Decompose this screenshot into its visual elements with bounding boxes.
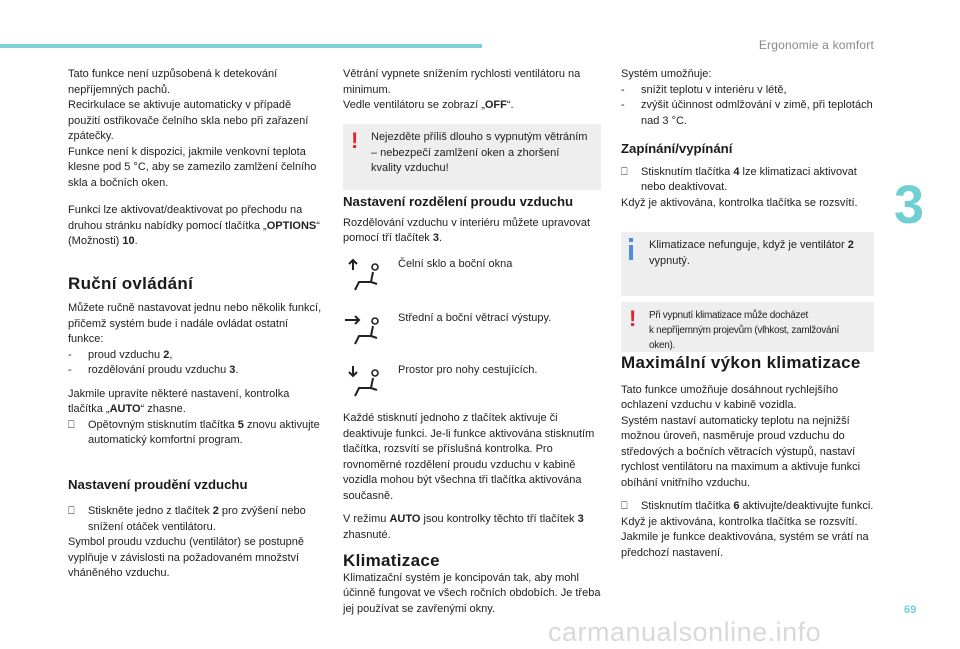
info-box	[621, 232, 874, 296]
warning-icon: !	[351, 128, 359, 153]
airflow-option-label: Střední a boční větrací výstupy.	[398, 312, 552, 324]
list-item: ⎕ Stisknutím tlačítka 4 lze klimatizaci aktivovat nebo deaktivovat.	[621, 165, 875, 196]
paragraph: Jakmile upravíte některé nastavení, kontrolka tlačítka „AUTO“ zhasne.	[68, 387, 290, 415]
press-icon: ⎕	[621, 165, 628, 178]
paragraph: Jakmile je funkce deaktivována, systém se vrátí na předchozí nastavení.	[621, 531, 869, 559]
warning-box	[343, 124, 601, 190]
list-item: - proud vzduchu 2,	[68, 348, 173, 361]
column-middle	[343, 67, 601, 122]
airflow-option-footwell	[343, 362, 603, 404]
airflow-option-windscreen	[343, 256, 603, 298]
distribution-section	[343, 194, 601, 255]
list-item: - snížit teplotu v interiéru v létě,	[621, 83, 787, 96]
windscreen-airflow-icon	[343, 256, 383, 296]
heading-airflow-setting: Nastavení proudění vzduchu	[68, 476, 248, 492]
max-ac-section	[621, 355, 875, 569]
distribution-notes	[343, 411, 603, 625]
paragraph: Každé stisknutí jednoho z tlačítek aktivuje či deaktivuje funkci. Je-li funkce aktivována stisknutím tlačítka, rozsvítí se příslušná kontrolka. Pro rovnoměrné rozdělení proudu vzduchu v kabině vozidla mohou být všechna tři tlačítka aktivována současně.	[343, 412, 595, 502]
airflow-option-label: Prostor pro nohy cestujících.	[398, 364, 538, 376]
paragraph: Systém nastaví automaticky teplotu na nejnižší možnou úroveň, nasměruje proud vzduchu do středových a bočních větracích výstupů, nastaví rychlost ventilátoru na maximum a aktivuje funkci obíhání vnitřního vzduchu.	[621, 414, 861, 489]
press-icon: ⎕	[68, 505, 75, 517]
list-item: - zvýšit účinnost odmlžování v zimě, při teplotách nad 3 °C.	[621, 99, 873, 127]
paragraph: Vedle ventilátoru se zobrazí „OFF“.	[343, 99, 514, 111]
paragraph: V režimu AUTO jsou kontrolky těchto tří tlačítek 3 zhasnuté.	[343, 513, 584, 541]
heading-manual-control: Ruční ovládání	[68, 273, 194, 293]
airflow-option-vents	[343, 310, 603, 352]
paragraph: Funkce není k dispozici, jakmile venkovní teplota klesne pod 5 °C, aby se zamezilo zamlžení čelního skla a bočních oken.	[68, 145, 317, 189]
paragraph: Rozdělování vzduchu v interiéru můžete upravovat pomocí tří tlačítek 3.	[343, 216, 591, 244]
warning-box	[621, 302, 874, 352]
heading-on-off: Zapínání/vypínání	[621, 141, 733, 156]
paragraph: Recirkulace se aktivuje automaticky v případě použití ostřikovače čelního skla nebo při zařazení zpátečky.	[68, 99, 309, 142]
list-item: - rozdělování proudu vzduchu 3.	[68, 364, 239, 376]
paragraph: Větrání vypnete snížením rychlosti ventilátoru na minimum.	[343, 68, 581, 96]
list-item: ⎕ Stiskněte jedno z tlačítek 2 pro zvýšení nebo snížení otáček ventilátoru.	[68, 504, 322, 535]
heading-air-distribution: Nastavení rozdělení proudu vzduchu	[343, 194, 574, 209]
paragraph: Systém umožňuje:	[621, 68, 712, 80]
section-title: Ergonomie a komfort	[758, 38, 874, 52]
header-accent-bar	[0, 44, 482, 48]
column-right	[621, 67, 875, 219]
warning-icon: !	[629, 306, 637, 331]
list-item: ⎕ Stisknutím tlačítka 6 aktivujte/deaktivujte funkci.	[621, 499, 875, 515]
footwell-airflow-icon	[343, 362, 383, 402]
paragraph: Tato funkce umožňuje dosáhnout rychlejšího ochlazení vzduchu v kabině vozidla.	[621, 383, 839, 411]
page-number: 69	[904, 604, 917, 616]
paragraph: Klimatizační systém je koncipován tak, aby mohl účinně fungovat ve všech ročních obdobích. Je třeba jej používat se zavřenými okny.	[343, 571, 601, 615]
paragraph: Funkci lze aktivovat/deaktivovat po přechodu na druhou stránku nabídky pomocí tlačítka „OPTIONS“ (Možnosti) 10.	[68, 204, 320, 247]
heading-air-conditioning: Klimatizace	[343, 551, 440, 570]
info-icon	[629, 238, 633, 260]
chapter-number: 3	[894, 175, 925, 235]
press-icon: ⎕	[68, 418, 75, 431]
vent-airflow-icon	[343, 310, 383, 350]
warning-text: Při vypnutí klimatizace může docházet k nepříjemným projevům (vlhkost, zamlžování oken).	[649, 310, 839, 351]
airflow-option-label: Čelní sklo a boční okna	[398, 258, 513, 270]
press-icon: ⎕	[621, 500, 628, 512]
heading-max-ac: Maximální výkon klimatizace	[621, 353, 861, 372]
paragraph: Tato funkce není uzpůsobená k detekování nepříjemných pachů.	[68, 68, 278, 96]
column-left	[68, 67, 322, 590]
paragraph: Symbol proudu vzduchu (ventilátor) se postupně vyplňuje v závislosti na požadovaném množství vháněného vzduchu.	[68, 536, 305, 579]
paragraph: Když je aktivována, kontrolka tlačítka se rozsvítí.	[621, 196, 858, 209]
list-item: ⎕ Opětovným stisknutím tlačítka 5 znovu aktivujte automatický komfortní program.	[68, 418, 322, 449]
watermark: carmanualsonline.info	[548, 617, 822, 647]
warning-text: Nejezděte příliš dlouho s vypnutým větráním – nebezpečí zamlžení oken a zhoršení kvality vzduchu!	[371, 131, 588, 174]
paragraph: Můžete ručně nastavovat jednu nebo několik funkcí, přičemž systém bude i nadále ovládat ostatní funkce:	[68, 302, 322, 345]
paragraph: Když je aktivována, kontrolka tlačítka se rozsvítí.	[621, 515, 858, 528]
info-text: Klimatizace nefunguje, když je ventilátor 2 vypnutý.	[649, 239, 854, 267]
